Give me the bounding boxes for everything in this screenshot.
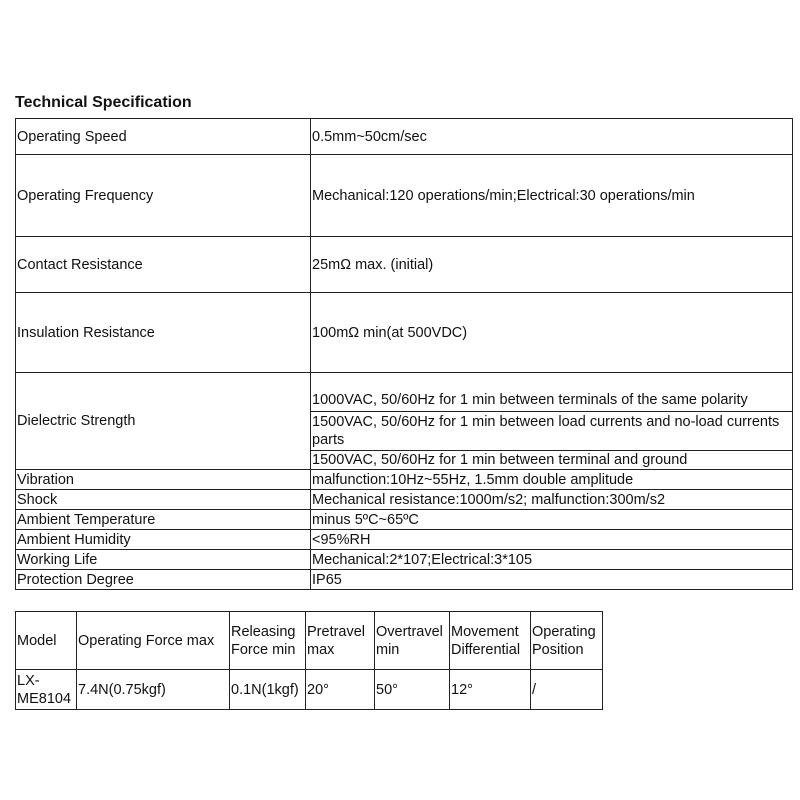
model-table [15, 611, 603, 710]
model-cell: LX-ME8104 [16, 670, 77, 710]
spec-row-working-life [16, 550, 793, 570]
dielectric-value-2: 1500VAC, 50/60Hz for 1 min between load currents and no-load currents parts [311, 411, 792, 450]
model-header-row [16, 612, 603, 670]
model-cell: 12° [450, 670, 531, 710]
model-cell: 7.4N(0.75kgf) [77, 670, 230, 710]
header-cell: Model [16, 612, 77, 670]
spec-row-ambient-humidity [16, 530, 793, 550]
spec-label: Protection Degree [16, 570, 311, 590]
spec-value: <95%RH [311, 530, 793, 550]
header-cell: Pretravel max [306, 612, 375, 670]
spec-value: 100mΩ min(at 500VDC) [311, 293, 793, 373]
spec-label: Vibration [16, 470, 311, 490]
spec-value: minus 5ºC~65ºC [311, 510, 793, 530]
header-cell: Movement Differential [450, 612, 531, 670]
spec-row-protection-degree [16, 570, 793, 590]
model-cell: 0.1N(1kgf) [230, 670, 306, 710]
page-title: Technical Specification [15, 94, 192, 111]
model-cell: 50° [375, 670, 450, 710]
spec-row-ambient-temperature [16, 510, 793, 530]
spec-label: Shock [16, 490, 311, 510]
model-data-row [16, 670, 603, 710]
header-cell: Operating Force max [77, 612, 230, 670]
model-cell: 20° [306, 670, 375, 710]
spec-row-shock [16, 490, 793, 510]
spec-label: Ambient Temperature [16, 510, 311, 530]
spec-value: Mechanical:120 operations/min;Electrical:30 operations/min [311, 155, 793, 237]
header-cell: Overtravel min [375, 612, 450, 670]
spec-value: 25mΩ max. (initial) [311, 237, 793, 293]
spec-label: Operating Speed [16, 119, 311, 155]
header-cell: Releasing Force min [230, 612, 306, 670]
dielectric-value-3: 1500VAC, 50/60Hz for 1 min between terminal and ground [311, 450, 792, 469]
spec-row-operating-speed [16, 119, 793, 155]
spec-value: malfunction:10Hz~55Hz, 1.5mm double amplitude [311, 470, 793, 490]
header-cell: Operating Position [531, 612, 603, 670]
spec-label: Operating Frequency [16, 155, 311, 237]
spec-label: Insulation Resistance [16, 293, 311, 373]
model-cell: / [531, 670, 603, 710]
spec-label: Working Life [16, 550, 311, 570]
spec-label: Ambient Humidity [16, 530, 311, 550]
spec-label: Dielectric Strength [16, 373, 311, 470]
spec-row-insulation-resistance [16, 293, 793, 373]
spec-row-dielectric-strength [16, 373, 793, 470]
spec-value: IP65 [311, 570, 793, 590]
dielectric-value-1: 1000VAC, 50/60Hz for 1 min between terminals of the same polarity [312, 392, 748, 408]
spec-row-vibration [16, 470, 793, 490]
spec-row-operating-frequency [16, 155, 793, 237]
spec-value: 0.5mm~50cm/sec [311, 119, 793, 155]
spec-value-stack [311, 373, 793, 470]
spec-row-contact-resistance [16, 237, 793, 293]
spec-value: Mechanical:2*107;Electrical:3*105 [311, 550, 793, 570]
spec-label: Contact Resistance [16, 237, 311, 293]
spec-value: Mechanical resistance:1000m/s2; malfunction:300m/s2 [311, 490, 793, 510]
spec-table [15, 118, 793, 590]
